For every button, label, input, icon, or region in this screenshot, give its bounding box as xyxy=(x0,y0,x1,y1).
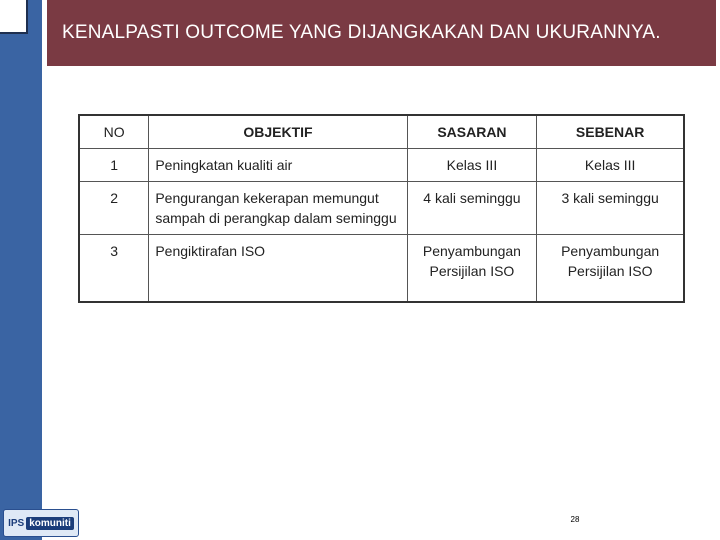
header-objektif: OBJEKTIF xyxy=(149,115,407,149)
cell-no: 2 xyxy=(79,182,149,235)
logo-text-secondary: komuniti xyxy=(26,517,74,530)
cell-sasaran: Penyambungan Persijilan ISO xyxy=(407,235,537,303)
organization-logo xyxy=(3,509,79,537)
cell-sasaran: 4 kali seminggu xyxy=(407,182,537,235)
header-sasaran: SASARAN xyxy=(407,115,537,149)
objectives-table xyxy=(78,114,685,303)
sidebar-notch xyxy=(0,0,28,34)
cell-sebenar: Penyambungan Persijilan ISO xyxy=(537,235,684,303)
table-row xyxy=(79,235,684,303)
cell-sebenar: Kelas III xyxy=(537,149,684,182)
cell-objektif: Pengiktirafan ISO xyxy=(149,235,407,303)
page-title: KENALPASTI OUTCOME YANG DIJANGKAKAN DAN UKURANNYA. xyxy=(62,22,661,43)
page-number: 28 xyxy=(570,515,580,524)
left-sidebar xyxy=(0,0,42,540)
title-bar xyxy=(47,0,716,66)
cell-objektif: Pengurangan kekerapan memungut sampah di perangkap dalam seminggu xyxy=(149,182,407,235)
header-sebenar: SEBENAR xyxy=(537,115,684,149)
table-row xyxy=(79,182,684,235)
cell-sebenar: 3 kali seminggu xyxy=(537,182,684,235)
header-no: NO xyxy=(79,115,149,149)
cell-no: 1 xyxy=(79,149,149,182)
cell-sasaran: Kelas III xyxy=(407,149,537,182)
table-header-row xyxy=(79,115,684,149)
table-row xyxy=(79,149,684,182)
cell-no: 3 xyxy=(79,235,149,303)
logo-text-primary: IPS xyxy=(8,517,25,529)
cell-objektif: Peningkatan kualiti air xyxy=(149,149,407,182)
